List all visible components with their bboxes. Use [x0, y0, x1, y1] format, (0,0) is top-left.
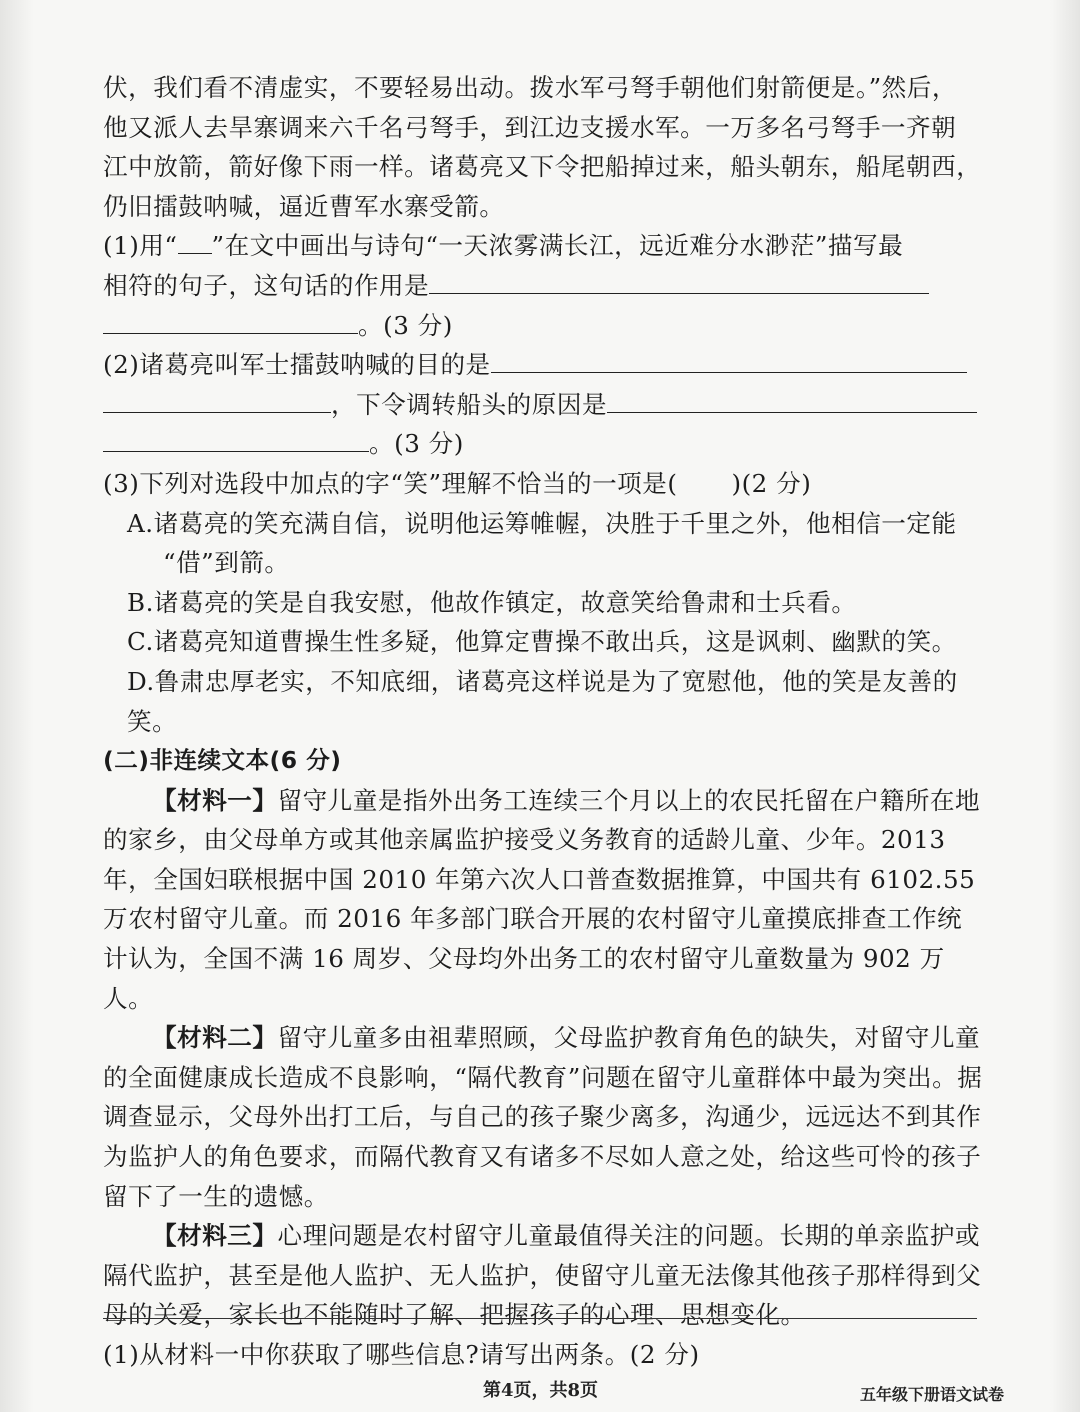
answer-blank[interactable]: [429, 267, 929, 294]
passage-line: 江中放箭，箭好像下雨一样。诸葛亮又下令把船掉过来，船头朝东，船尾朝西，: [103, 152, 982, 182]
material-1-text: 留守儿童是指外出务工连续三个月以上的农民托留在户籍所在地的家乡，由父母单方或其他亲属监护接受义务教育的适龄儿童、少年。2013 年，全国妇联根据中国 2010 年第六次人口普查数据推算，中国共有 6102.55 万农村留守儿童。而 2016 年多部门联合开展的农村留守儿童摸底排查工作统计认为，全国不满 16 周岁、父母均外出务工的农村留守儿童数量为 902 万人。: [103, 785, 981, 1013]
answer-blank[interactable]: [607, 386, 977, 413]
answer-blank[interactable]: [103, 386, 331, 413]
page-content: [103, 68, 983, 1375]
option-d: D.鲁肃忠厚老实，不知底细，诸葛亮这样说是为了宽慰他，他的笑是友善的笑。: [127, 666, 958, 736]
question-2-line3: 。(3 分): [103, 424, 983, 464]
question-3: (3)下列对选段中加点的字“笑”理解不恰当的一项是( )(2 分): [103, 468, 812, 498]
material-1: [103, 781, 983, 1019]
material-2-label: 【材料二】: [152, 1023, 278, 1053]
option-a-continued: “借”到箭。: [163, 548, 290, 578]
question-1-line2: 相符的句子，这句话的作用是: [103, 266, 983, 306]
page-number: 第4页，共8页: [483, 1380, 599, 1401]
material-1-label: 【材料一】: [152, 785, 278, 815]
answer-line[interactable]: [103, 1318, 977, 1319]
section-heading: (二)非连续文本(6 分): [103, 746, 342, 775]
material-3-label: 【材料三】: [152, 1221, 278, 1251]
underline-mark-sample: [178, 231, 212, 254]
option-b: B.诸葛亮的笑是自我安慰，他故作镇定，故意笑给鲁肃和士兵看。: [127, 587, 857, 617]
question-2: (2)诸葛亮叫军士擂鼓呐喊的目的是: [103, 345, 983, 385]
answer-blank[interactable]: [491, 346, 967, 373]
exam-title: 五年级下册语文试卷: [860, 1385, 1005, 1404]
material-2: [103, 1018, 983, 1216]
option-c: C.诸葛亮知道曹操生性多疑，他算定曹操不敢出兵，这是讽刺、幽默的笑。: [127, 627, 957, 657]
material-2-text: 留守儿童多由祖辈照顾，父母监护教育角色的缺失，对留守儿童的全面健康成长造成不良影响，“隔代教育”问题在留守儿童群体中最为突出。据调查显示，父母外出打工后，与自己的孩子聚少离多，沟通少，远远达不到其作为监护人的角色要求，而隔代教育又有诸多不尽如人意之处，给这些可怜的孩子留下了一生的遗憾。: [103, 1023, 983, 1211]
page-shadow-right: [1050, 0, 1080, 1412]
section2-question-1: (1)从材料一中你获取了哪些信息?请写出两条。(2 分): [103, 1340, 700, 1369]
passage-line: 伏，我们看不清虚实，不要轻易出动。拨水军弓弩手朝他们射箭便是。”然后，: [103, 73, 957, 102]
passage-line: 他又派人去旱寨调来六千名弓弩手，到江边支援水军。一万多名弓弩手一齐朝: [103, 112, 957, 142]
answer-blank[interactable]: [103, 307, 358, 334]
answer-blank[interactable]: [103, 425, 369, 452]
question-1-line3: 。(3 分): [103, 306, 983, 346]
material-3-text: 心理问题是农村留守儿童最值得关注的问题。长期的单亲监护或隔代监护，甚至是他人监护、无人监护，使留守儿童无法像其他孩子那样得到父母的关爱，家长也不能随时了解、把握孩子的心理、思想变化。: [103, 1221, 982, 1330]
option-a: A.诸葛亮的笑充满自信，说明他运筹帷幄，决胜于千里之外，他相信一定能: [127, 508, 957, 538]
page-shadow-left: [0, 0, 34, 1412]
question-1: (1)用“ ”在文中画出与诗句“一天浓雾满长江，远近难分水渺茫”描写最: [103, 231, 904, 261]
question-2-line2: ，下令调转船头的原因是: [103, 385, 983, 425]
passage-line: 仍旧擂鼓呐喊，逼近曹军水寨受箭。: [103, 191, 505, 221]
